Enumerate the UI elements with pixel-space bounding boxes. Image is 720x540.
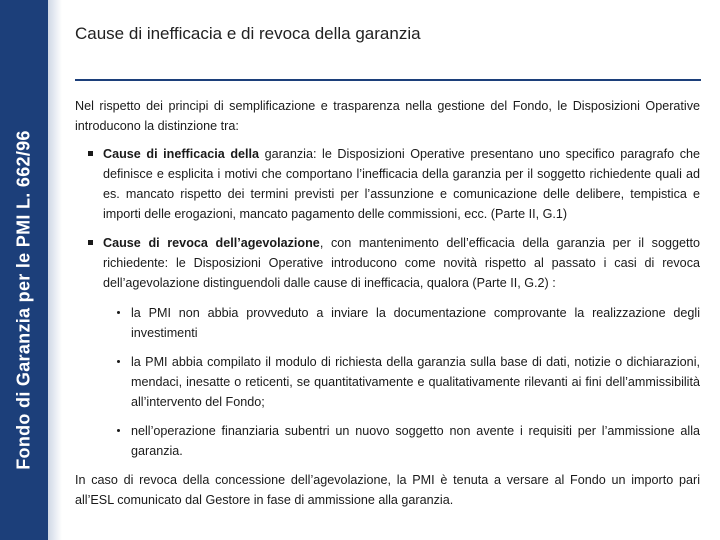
- bullet-revoca-bold: Cause di revoca dell’agevolazione: [103, 236, 320, 250]
- bullet-inefficacia-bold: Cause di inefficacia della: [103, 147, 260, 161]
- main-bullet-list: [75, 144, 700, 461]
- slide-title: Cause di inefficacia e di revoca della garanzia: [75, 24, 421, 43]
- title-divider: [75, 79, 701, 81]
- bullet-revoca-text: , con mantenimento dell’efficacia della garanzia per il soggetto richiedente: le Disposizioni Operative introducono come novità rispetto al passato i casi di revoca dell’agevolazione distinguendoli dalle cause di inefficacia, qualora (Parte II, G.2) :: [103, 236, 700, 290]
- list-item: nell’operazione finanziaria subentri un nuovo soggetto non avente i requisiti per l’ammissione alla garanzia.: [117, 421, 700, 461]
- list-item: la PMI non abbia provveduto a inviare la documentazione comprovante la realizzazione degli investimenti: [117, 303, 700, 343]
- bullet-inefficacia: [88, 144, 700, 224]
- bullet-inefficacia-text: garanzia: le Disposizioni Operative presentano uno specifico paragrafo che definisce e esplicita i motivi che comportano l’inefficacia della garanzia per il soggetto richiedente quali ad es. mancato rispetto dei termini previsti per l’assunzione e comunicazione delle delibere, tempistica e importi delle erogazioni, mancato pagamento delle commissioni, ecc. (Parte II, G.1): [103, 147, 700, 221]
- sidebar: [0, 0, 48, 540]
- sidebar-title: Fondo di Garanzia per le PMI L. 662/96: [13, 130, 34, 470]
- list-item: la PMI abbia compilato il modulo di richiesta della garanzia sulla base di dati, notizie o dichiarazioni, mendaci, inesatte o reticenti, se quantitativamente e qualitativamente rilevanti ai fini dell’ammissibilità all’intervento del Fondo;: [117, 352, 700, 412]
- revoca-subitems: [103, 303, 700, 461]
- intro-paragraph: Nel rispetto dei principi di semplificazione e trasparenza nella gestione del Fondo, le Disposizioni Operative introducono la distinzione tra:: [75, 99, 700, 133]
- slide-body: [75, 96, 700, 510]
- sidebar-shadow: [48, 0, 62, 540]
- closing-paragraph: In caso di revoca della concessione dell’agevolazione, la PMI è tenuta a versare al Fondo un importo pari all’ESL comunicato dal Gestore in fase di ammissione alla garanzia.: [75, 473, 700, 507]
- bullet-revoca: [88, 233, 700, 461]
